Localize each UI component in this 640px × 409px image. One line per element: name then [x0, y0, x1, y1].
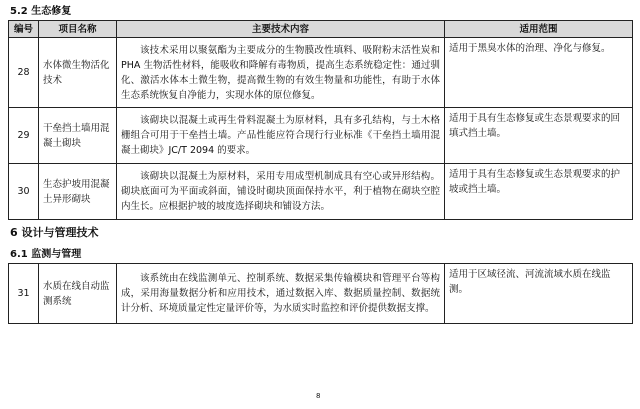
row-content: 该系统由在线监测单元、控制系统、数据采集传输模块和管理平台等构成，采用海量数据分析和应用技术，通过数据入库、数据质量控制、数据统计分析、环境质量定性定量评价等，为水质实时监控和评价提供数据支撑。 [117, 264, 445, 324]
row-content: 该砌块以混凝土为原材料，采用专用成型机制成具有空心或异形结构。砌块底面可为平面或斜面，铺设时砌块顶面保持水平，利于植物在砌块空腔内生长。应根据护坡的坡度选择砌块和铺设方法。 [117, 164, 445, 220]
header-no: 编号 [9, 21, 39, 38]
row-no: 28 [9, 38, 39, 108]
table-row [9, 164, 633, 220]
table-row [9, 108, 633, 164]
section-title: 监测与管理 [31, 249, 82, 260]
row-no: 31 [9, 264, 39, 324]
row-name: 水体微生物活化技术 [39, 38, 117, 108]
row-name: 干垒挡土墙用混凝土砌块 [39, 108, 117, 164]
row-content: 该砌块以混凝土或再生骨料混凝土为原材料，具有多孔结构，与土木格栅组合可用于干垒挡土墙。产品性能应符合现行行业标准《干垒挡土墙用混凝土砌块》JC/T 2094 的要求。 [117, 108, 445, 164]
section-number: 6 [10, 226, 18, 239]
section-number: 5.2 [10, 6, 28, 17]
monitoring-table [8, 263, 633, 324]
table-row [9, 38, 633, 108]
header-name: 项目名称 [39, 21, 117, 38]
page-number: 8 [316, 392, 321, 400]
section-heading-6 [10, 224, 99, 240]
row-scope: 适用于具有生态修复或生态景观要求的护坡或挡土墙。 [445, 164, 633, 220]
table-header-row [9, 21, 633, 38]
eco-restoration-table [8, 20, 633, 220]
header-content: 主要技术内容 [117, 21, 445, 38]
row-scope: 适用于具有生态修复或生态景观要求的回填式挡土墙。 [445, 108, 633, 164]
row-no: 29 [9, 108, 39, 164]
row-no: 30 [9, 164, 39, 220]
table-row [9, 264, 633, 324]
section-heading-5-2 [10, 2, 71, 17]
row-scope: 适用于区域径流、河流流域水质在线监测。 [445, 264, 633, 324]
row-name: 水质在线自动监测系统 [39, 264, 117, 324]
section-heading-6-1 [10, 245, 81, 260]
row-scope: 适用于黑臭水体的治理、净化与修复。 [445, 38, 633, 108]
row-content: 该技术采用以聚氨酯为主要成分的生物膜改性填料、吸附粉末活性炭和 PHA 生物活性材料，能吸收和降解有毒物质，提高生态系统稳定性：通过驯化、激活水体本土微生物，提高微生物的有效生物量和功能性，有助于水体生态系统恢复自净能力，实现水体的原位修复。 [117, 38, 445, 108]
header-scope: 适用范围 [445, 21, 633, 38]
section-title: 生态修复 [31, 6, 72, 17]
row-name: 生态护坡用混凝土异形砌块 [39, 164, 117, 220]
section-number: 6.1 [10, 249, 28, 260]
section-title: 设计与管理技术 [21, 226, 99, 239]
